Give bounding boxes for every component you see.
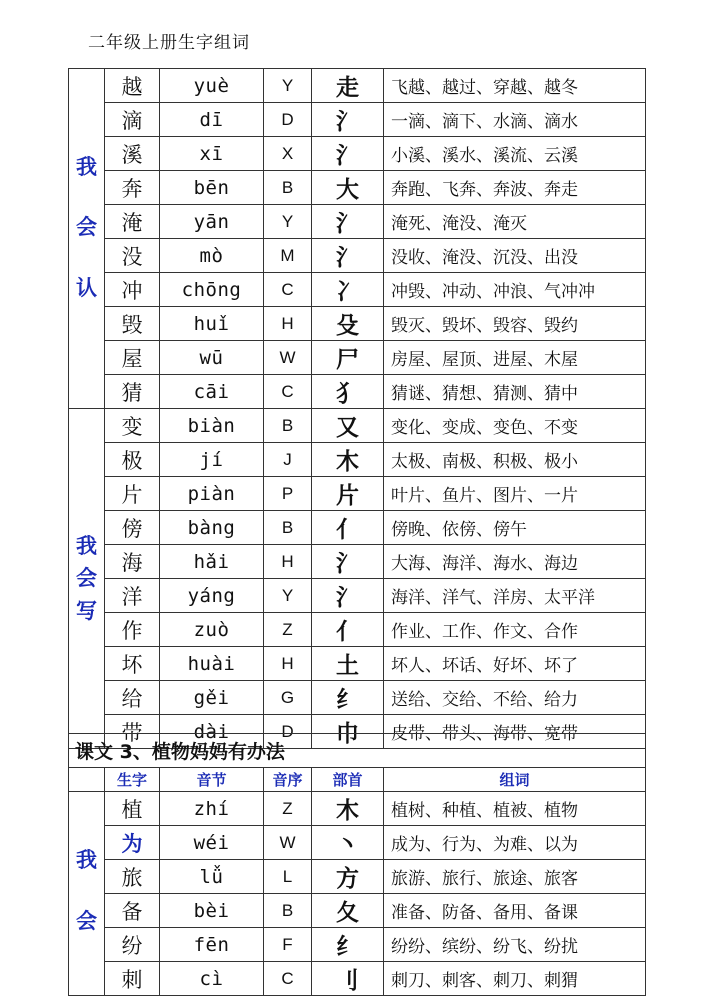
initial-cell: H — [264, 545, 312, 579]
radical-cell: 殳 — [312, 307, 384, 341]
character-cell: 为 — [105, 826, 160, 860]
initial-cell: Z — [264, 792, 312, 826]
words-cell: 冲毁、冲动、冲浪、气冲冲 — [384, 273, 646, 307]
radical-cell: 方 — [312, 860, 384, 894]
table-row — [69, 826, 646, 860]
initial-cell: C — [264, 375, 312, 409]
words-cell: 奔跑、飞奔、奔波、奔走 — [384, 171, 646, 205]
radical-cell: 土 — [312, 647, 384, 681]
character-cell: 没 — [105, 239, 160, 273]
radical-cell: 巾 — [312, 715, 384, 749]
pinyin-cell: lǚ — [160, 860, 264, 894]
table-row — [69, 477, 646, 511]
initial-cell: F — [264, 928, 312, 962]
words-cell: 猜谜、猜想、猜测、猜中 — [384, 375, 646, 409]
vocab-table-lesson3 — [68, 733, 646, 996]
words-cell: 植树、种植、植被、植物 — [384, 792, 646, 826]
radical-cell: 片 — [312, 477, 384, 511]
table-row — [69, 681, 646, 715]
radical-cell: 丶 — [312, 826, 384, 860]
character-cell: 旅 — [105, 860, 160, 894]
table-row — [69, 860, 646, 894]
words-cell: 房屋、屋顶、进屋、木屋 — [384, 341, 646, 375]
header-initial: 音序 — [264, 768, 312, 792]
words-cell: 毁灭、毁坏、毁容、毁约 — [384, 307, 646, 341]
initial-cell: J — [264, 443, 312, 477]
character-cell: 溪 — [105, 137, 160, 171]
pinyin-cell: dī — [160, 103, 264, 137]
initial-cell: W — [264, 341, 312, 375]
initial-cell: G — [264, 681, 312, 715]
words-cell: 变化、变成、变色、不变 — [384, 409, 646, 443]
radical-cell: 尸 — [312, 341, 384, 375]
words-cell: 旅游、旅行、旅途、旅客 — [384, 860, 646, 894]
radical-cell: 冫 — [312, 273, 384, 307]
character-cell: 奔 — [105, 171, 160, 205]
header-row — [69, 768, 646, 792]
table-row — [69, 545, 646, 579]
character-cell: 纷 — [105, 928, 160, 962]
table-row — [69, 962, 646, 996]
words-cell: 淹死、淹没、淹灭 — [384, 205, 646, 239]
character-cell: 海 — [105, 545, 160, 579]
radical-cell: 氵 — [312, 239, 384, 273]
section-label-char: 会 — [76, 214, 97, 240]
table-row — [69, 409, 646, 443]
pinyin-cell: biàn — [160, 409, 264, 443]
radical-cell: 走 — [312, 69, 384, 103]
table-row — [69, 928, 646, 962]
radical-cell: 犭 — [312, 375, 384, 409]
pinyin-cell: zuò — [160, 613, 264, 647]
pinyin-cell: wū — [160, 341, 264, 375]
header-radical: 部首 — [312, 768, 384, 792]
section-label-char: 认 — [76, 274, 97, 300]
pinyin-cell: jí — [160, 443, 264, 477]
character-cell: 坏 — [105, 647, 160, 681]
initial-cell: B — [264, 171, 312, 205]
pinyin-cell: fēn — [160, 928, 264, 962]
radical-cell: 木 — [312, 792, 384, 826]
words-cell: 没收、淹没、沉没、出没 — [384, 239, 646, 273]
section-label-char: 我 — [76, 532, 97, 558]
pinyin-cell: cāi — [160, 375, 264, 409]
table-row — [69, 205, 646, 239]
section-label-char: 会 — [76, 907, 97, 933]
character-cell: 片 — [105, 477, 160, 511]
header-pinyin: 音节 — [160, 768, 264, 792]
character-cell: 备 — [105, 894, 160, 928]
lesson-title: 课文 3、植物妈妈有办法 — [69, 734, 646, 768]
radical-cell: 氵 — [312, 103, 384, 137]
table-row — [69, 103, 646, 137]
pinyin-cell: mò — [160, 239, 264, 273]
radical-cell: 亻 — [312, 613, 384, 647]
pinyin-cell: cì — [160, 962, 264, 996]
character-cell: 刺 — [105, 962, 160, 996]
pinyin-cell: yuè — [160, 69, 264, 103]
section-label-char: 会 — [76, 565, 97, 591]
initial-cell: B — [264, 409, 312, 443]
words-cell: 准备、防备、备用、备课 — [384, 894, 646, 928]
vocab-table-top — [68, 68, 646, 749]
initial-cell: C — [264, 273, 312, 307]
initial-cell: X — [264, 137, 312, 171]
header-words: 组词 — [384, 768, 646, 792]
initial-cell: Z — [264, 613, 312, 647]
section-label — [69, 69, 105, 409]
section-label — [69, 792, 105, 996]
table-row — [69, 239, 646, 273]
initial-cell: D — [264, 715, 312, 749]
character-cell: 傍 — [105, 511, 160, 545]
radical-cell: 木 — [312, 443, 384, 477]
table-row — [69, 69, 646, 103]
pinyin-cell: gěi — [160, 681, 264, 715]
section-label — [69, 409, 105, 749]
table-row — [69, 375, 646, 409]
radical-cell: 纟 — [312, 681, 384, 715]
section-label-char: 我 — [76, 846, 97, 872]
words-cell: 皮带、带头、海带、宽带 — [384, 715, 646, 749]
words-cell: 飞越、越过、穿越、越冬 — [384, 69, 646, 103]
words-cell: 刺刀、刺客、刺刀、刺猬 — [384, 962, 646, 996]
initial-cell: Y — [264, 205, 312, 239]
pinyin-cell: zhí — [160, 792, 264, 826]
pinyin-cell: chōng — [160, 273, 264, 307]
character-cell: 洋 — [105, 579, 160, 613]
character-cell: 冲 — [105, 273, 160, 307]
character-cell: 变 — [105, 409, 160, 443]
header-blank — [69, 768, 105, 792]
radical-cell: 夂 — [312, 894, 384, 928]
table-row — [69, 894, 646, 928]
radical-cell: 纟 — [312, 928, 384, 962]
radical-cell: 氵 — [312, 545, 384, 579]
table-row — [69, 273, 646, 307]
initial-cell: H — [264, 647, 312, 681]
radical-cell: 氵 — [312, 205, 384, 239]
radical-cell: 大 — [312, 171, 384, 205]
pinyin-cell: huǐ — [160, 307, 264, 341]
radical-cell: 刂 — [312, 962, 384, 996]
table-row — [69, 511, 646, 545]
section-label-char: 写 — [76, 597, 97, 623]
initial-cell: M — [264, 239, 312, 273]
character-cell: 越 — [105, 69, 160, 103]
pinyin-cell: yáng — [160, 579, 264, 613]
table-row — [69, 341, 646, 375]
words-cell: 坏人、坏话、好坏、坏了 — [384, 647, 646, 681]
pinyin-cell: bàng — [160, 511, 264, 545]
table-row — [69, 579, 646, 613]
page-title: 二年级上册生字组词 — [88, 33, 250, 53]
character-cell: 屋 — [105, 341, 160, 375]
table-row — [69, 792, 646, 826]
pinyin-cell: xī — [160, 137, 264, 171]
words-cell: 成为、行为、为难、以为 — [384, 826, 646, 860]
words-cell: 傍晚、依傍、傍午 — [384, 511, 646, 545]
character-cell: 毁 — [105, 307, 160, 341]
initial-cell: Y — [264, 69, 312, 103]
character-cell: 极 — [105, 443, 160, 477]
radical-cell: 氵 — [312, 137, 384, 171]
pinyin-cell: piàn — [160, 477, 264, 511]
table-row — [69, 443, 646, 477]
pinyin-cell: huài — [160, 647, 264, 681]
radical-cell: 亻 — [312, 511, 384, 545]
words-cell: 小溪、溪水、溪流、云溪 — [384, 137, 646, 171]
table-row — [69, 137, 646, 171]
character-cell: 植 — [105, 792, 160, 826]
initial-cell: D — [264, 103, 312, 137]
radical-cell: 又 — [312, 409, 384, 443]
pinyin-cell: wéi — [160, 826, 264, 860]
character-cell: 带 — [105, 715, 160, 749]
words-cell: 大海、海洋、海水、海边 — [384, 545, 646, 579]
words-cell: 太极、南极、积极、极小 — [384, 443, 646, 477]
initial-cell: B — [264, 511, 312, 545]
initial-cell: B — [264, 894, 312, 928]
character-cell: 猜 — [105, 375, 160, 409]
words-cell: 一滴、滴下、水滴、滴水 — [384, 103, 646, 137]
pinyin-cell: dài — [160, 715, 264, 749]
table-row — [69, 171, 646, 205]
pinyin-cell: yān — [160, 205, 264, 239]
initial-cell: L — [264, 860, 312, 894]
section-label-char: 我 — [76, 153, 97, 179]
initial-cell: W — [264, 826, 312, 860]
words-cell: 海洋、洋气、洋房、太平洋 — [384, 579, 646, 613]
character-cell: 作 — [105, 613, 160, 647]
pinyin-cell: hǎi — [160, 545, 264, 579]
character-cell: 淹 — [105, 205, 160, 239]
table-row — [69, 613, 646, 647]
words-cell: 叶片、鱼片、图片、一片 — [384, 477, 646, 511]
initial-cell: C — [264, 962, 312, 996]
words-cell: 纷纷、缤纷、纷飞、纷扰 — [384, 928, 646, 962]
initial-cell: Y — [264, 579, 312, 613]
pinyin-cell: bēn — [160, 171, 264, 205]
character-cell: 滴 — [105, 103, 160, 137]
initial-cell: H — [264, 307, 312, 341]
radical-cell: 氵 — [312, 579, 384, 613]
words-cell: 送给、交给、不给、给力 — [384, 681, 646, 715]
header-char: 生字 — [105, 768, 160, 792]
initial-cell: P — [264, 477, 312, 511]
table-row — [69, 647, 646, 681]
words-cell: 作业、工作、作文、合作 — [384, 613, 646, 647]
pinyin-cell: bèi — [160, 894, 264, 928]
character-cell: 给 — [105, 681, 160, 715]
table-row — [69, 307, 646, 341]
